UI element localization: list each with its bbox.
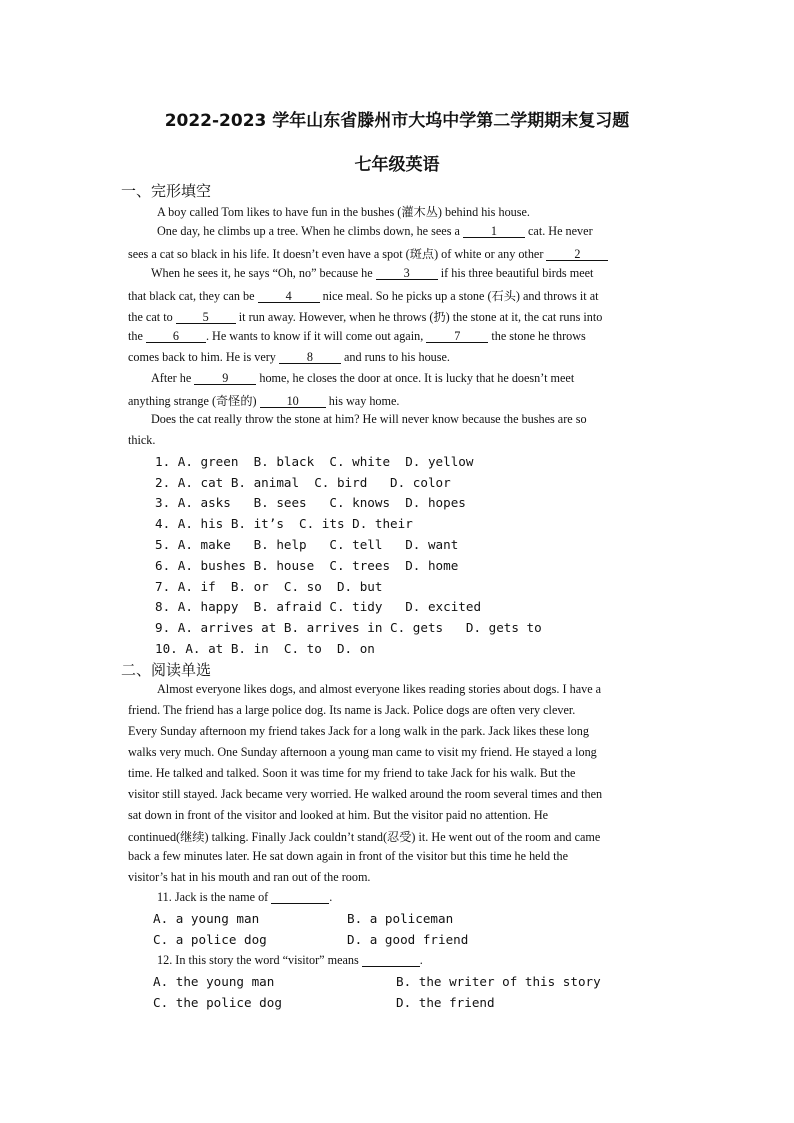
cloze-text: and runs to his house. <box>344 350 450 364</box>
reading-passage-line: Every Sunday afternoon my friend takes Jack for a long walk in the park. Jack likes these long <box>128 724 589 738</box>
cloze-passage-line <box>157 224 593 239</box>
section-2-heading: 二、阅读单选 <box>121 661 212 679</box>
blank-6: 6 <box>146 330 206 343</box>
question-11-options <box>153 932 468 947</box>
blank-9: 9 <box>194 372 256 385</box>
cloze-passage-line <box>151 371 574 386</box>
reading-passage-line: walks very much. One Sunday afternoon a young man came to visit my friend. He stayed a long <box>128 745 597 759</box>
document-subtitle: 七年级英语 <box>354 155 440 175</box>
cloze-text: his way home. <box>328 394 400 408</box>
reading-passage-line: time. He talked and talked. Soon it was time for my friend to take Jack for his walk. But the <box>128 766 576 780</box>
option-a: A. the young man <box>153 974 275 989</box>
blank-1: 1 <box>463 225 525 238</box>
cloze-option-4: 4. A. his B. it’s C. its D. their <box>155 516 413 531</box>
blank-2: 2 <box>546 248 608 261</box>
document-title: 2022-2023 学年山东省滕州市大坞中学第二学期期末复习题 <box>164 111 630 131</box>
blank-4: 4 <box>258 290 320 303</box>
reading-passage-line: continued(继续) talking. Finally Jack couldn’t stand(忍受) it. He went out of the room and came <box>128 830 601 844</box>
question-text: 11. Jack is the name of <box>157 890 269 904</box>
cloze-text: the <box>128 329 143 343</box>
blank-10: 10 <box>260 395 326 408</box>
blank-8: 8 <box>279 351 341 364</box>
cloze-text: A boy called Tom likes to have fun in the bushes (灌木丛) behind his house. <box>157 205 530 219</box>
option-c: C. the police dog <box>153 995 282 1010</box>
cloze-text: . He wants to know if it will come out again, <box>205 329 424 343</box>
option-b: B. a policeman <box>347 911 454 926</box>
cloze-option-5: 5. A. make B. help C. tell D. want <box>155 537 459 552</box>
cloze-passage-line <box>157 203 530 220</box>
cloze-text: that black cat, they can be <box>128 289 255 303</box>
cloze-passage-line <box>128 350 450 365</box>
cloze-option-6: 6. A. bushes B. house C. trees D. home <box>155 558 459 573</box>
cloze-option-3: 3. A. asks B. sees C. knows D. hopes <box>155 495 466 510</box>
cloze-option-9: 9. A. arrives at B. arrives in C. gets D. gets to <box>155 620 542 635</box>
question-11-stem: 11. Jack is the name of . <box>157 890 333 904</box>
cloze-option-1: 1. A. green B. black C. white D. yellow <box>155 454 474 469</box>
cloze-passage-line <box>128 287 599 304</box>
cloze-text: home, he closes the door at once. It is lucky that he doesn’t meet <box>259 371 575 385</box>
cloze-text: the cat to <box>128 310 173 324</box>
cloze-text: When he sees it, he says “Oh, no” because he <box>151 266 373 280</box>
cloze-text: nice meal. So he picks up a stone (石头) and throws it at <box>322 289 599 303</box>
cloze-text: cat. He never <box>528 224 593 238</box>
cloze-text: the stone he throws <box>491 329 586 343</box>
cloze-text: anything strange (奇怪的) <box>128 394 257 408</box>
option-d: D. the friend <box>396 995 495 1010</box>
cloze-passage-line <box>151 266 593 281</box>
blank-5: 5 <box>176 311 236 324</box>
question-12-options <box>153 995 495 1010</box>
answer-blank <box>362 954 420 967</box>
reading-passage-line: sat down in front of the visitor and looked at him. But the visitor paid no attention. He <box>128 808 549 822</box>
cloze-text: thick. <box>128 433 156 447</box>
question-11-options <box>153 911 453 926</box>
option-b: B. the writer of this story <box>396 974 601 989</box>
cloze-text: if his three beautiful birds meet <box>440 266 594 280</box>
answer-blank <box>271 891 329 904</box>
cloze-text: comes back to him. He is very <box>128 350 276 364</box>
cloze-passage-line <box>128 245 608 262</box>
option-c: C. a police dog <box>153 932 267 947</box>
option-d: D. a good friend <box>347 932 469 947</box>
section-1-heading: 一、完形填空 <box>121 182 212 200</box>
blank-7: 7 <box>426 330 488 343</box>
option-a: A. a young man <box>153 911 260 926</box>
cloze-option-8: 8. A. happy B. afraid C. tidy D. excited <box>155 599 482 614</box>
cloze-option-7: 7. A. if B. or C. so D. but <box>155 579 383 594</box>
blank-3: 3 <box>376 267 438 280</box>
cloze-option-10: 10. A. at B. in C. to D. on <box>155 641 375 656</box>
cloze-text: sees a cat so black in his life. It doesn’t even have a spot (斑点) of white or any other <box>128 247 544 261</box>
cloze-passage-line <box>128 433 155 448</box>
cloze-text: Does the cat really throw the stone at him? He will never know because the bushes are so <box>151 412 587 426</box>
cloze-text: One day, he climbs up a tree. When he climbs down, he sees a <box>157 224 460 238</box>
cloze-passage-line <box>151 412 587 427</box>
reading-passage-line: friend. The friend has a large police dog. Its name is Jack. Police dogs are often very clever. <box>128 703 576 717</box>
cloze-passage-line <box>128 392 399 409</box>
reading-passage-line: Almost everyone likes dogs, and almost everyone likes reading stories about dogs. I have a <box>157 682 602 696</box>
cloze-passage-line <box>128 308 602 325</box>
cloze-text: it run away. However, when he throws (扔) the stone at it, the cat runs into <box>238 310 603 324</box>
cloze-option-2: 2. A. cat B. animal C. bird D. color <box>155 475 451 490</box>
cloze-passage-line <box>128 329 586 344</box>
reading-passage-line: visitor’s hat in his mouth and ran out of the room. <box>128 870 371 884</box>
cloze-text: After he <box>151 371 192 385</box>
question-12-stem: 12. In this story the word “visitor” means . <box>157 953 423 967</box>
question-12-options <box>153 974 601 989</box>
question-text: 12. In this story the word “visitor” means <box>157 953 359 967</box>
reading-passage-line: visitor still stayed. Jack became very worried. He walked around the room several times and then <box>128 787 603 801</box>
reading-passage-line: back a few minutes later. He sat down again in front of the visitor but this time he held the <box>128 849 568 863</box>
